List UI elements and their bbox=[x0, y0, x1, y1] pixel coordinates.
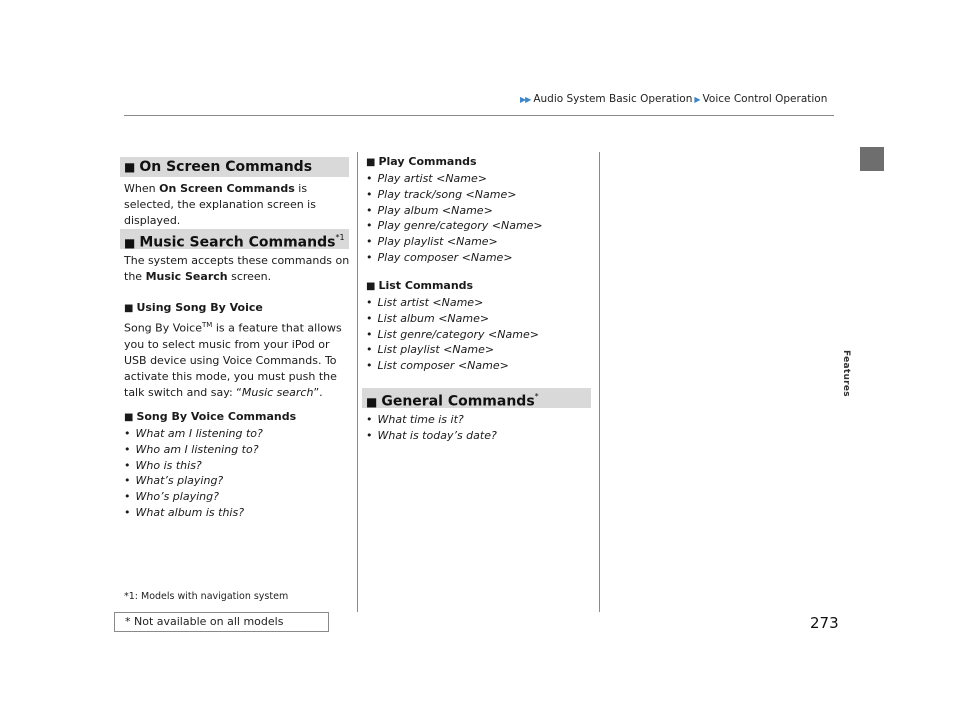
list-item: • What album is this? bbox=[124, 505, 352, 521]
availability-note: * Not available on all models bbox=[114, 612, 329, 632]
square-bullet-icon: ■ bbox=[366, 394, 378, 409]
page-number: 273 bbox=[810, 614, 839, 632]
subsection-heading: ■ Using Song By Voice bbox=[124, 301, 263, 314]
column-divider bbox=[599, 152, 600, 612]
command-list bbox=[366, 412, 591, 444]
music-search-text: The system accepts these commands on the Music Search screen. bbox=[124, 254, 350, 283]
list-item: • Play track/song <Name> bbox=[366, 187, 591, 203]
section-title: On Screen Commands bbox=[139, 159, 313, 175]
list-item: • Play playlist <Name> bbox=[366, 234, 591, 250]
list-item: • List genre/category <Name> bbox=[366, 327, 591, 343]
section-header-general-commands bbox=[362, 388, 591, 408]
square-bullet-icon: ■ bbox=[366, 281, 376, 292]
list-item: • List playlist <Name> bbox=[366, 342, 591, 358]
chapter-tab-marker bbox=[860, 147, 884, 171]
section-title: Music Search Commands bbox=[139, 234, 336, 251]
command-list bbox=[124, 426, 352, 521]
play-commands-block bbox=[366, 154, 591, 266]
list-item: • What am I listening to? bbox=[124, 426, 352, 442]
song-by-voice-block bbox=[124, 300, 352, 401]
breadcrumb-arrow-icon: ▶ bbox=[694, 95, 700, 104]
square-bullet-icon: ■ bbox=[124, 303, 134, 314]
breadcrumb-section: Audio System Basic Operation bbox=[533, 93, 693, 105]
list-item: • Play album <Name> bbox=[366, 203, 591, 219]
subsection-heading: ■ Song By Voice Commands bbox=[124, 410, 297, 423]
list-item: • Who am I listening to? bbox=[124, 442, 352, 458]
subsection-heading: ■ Play Commands bbox=[366, 155, 477, 168]
section-title: General Commands bbox=[381, 393, 535, 410]
general-commands-block bbox=[366, 412, 591, 444]
breadcrumb-arrow-icon: ▶▶ bbox=[520, 95, 531, 104]
list-item: • What time is it? bbox=[366, 412, 591, 428]
on-screen-commands-text: When On Screen Commands is selected, the explanation screen is displayed. bbox=[124, 182, 316, 227]
section-header-music-search-commands bbox=[120, 229, 349, 249]
list-item: • What’s playing? bbox=[124, 473, 352, 489]
square-bullet-icon: ■ bbox=[124, 160, 136, 174]
breadcrumb bbox=[520, 93, 827, 105]
breadcrumb-subsection: Voice Control Operation bbox=[702, 93, 828, 105]
list-item: • List composer <Name> bbox=[366, 358, 591, 374]
command-list bbox=[366, 171, 591, 266]
list-item: • What is today’s date? bbox=[366, 428, 591, 444]
footnote: *1: Models with navigation system bbox=[124, 591, 289, 602]
square-bullet-icon: ■ bbox=[366, 157, 376, 168]
list-item: • Play genre/category <Name> bbox=[366, 218, 591, 234]
subsection-heading: ■ List Commands bbox=[366, 279, 474, 292]
list-item: • Play artist <Name> bbox=[366, 171, 591, 187]
chapter-tab-label: Features bbox=[841, 350, 851, 397]
list-item: • Play composer <Name> bbox=[366, 250, 591, 266]
list-commands-block bbox=[366, 278, 591, 374]
footnote-ref: * bbox=[534, 392, 539, 401]
song-by-voice-commands-block bbox=[124, 409, 352, 521]
list-item: • List album <Name> bbox=[366, 311, 591, 327]
list-item: • List artist <Name> bbox=[366, 295, 591, 311]
column-divider bbox=[357, 152, 358, 612]
section-header-on-screen-commands bbox=[120, 157, 349, 177]
song-by-voice-text: Song By Voice™ is a feature that allows you to select music from your iPod or USB device using Voice Commands. To activate this mode, you must push the talk switch and say: “Music search”. bbox=[124, 321, 342, 399]
square-bullet-icon: ■ bbox=[124, 235, 136, 250]
command-list bbox=[366, 295, 591, 374]
square-bullet-icon: ■ bbox=[124, 412, 134, 423]
list-item: • Who is this? bbox=[124, 458, 352, 474]
list-item: • Who’s playing? bbox=[124, 489, 352, 505]
footnote-ref: *1 bbox=[335, 233, 345, 242]
header-divider bbox=[124, 115, 834, 116]
